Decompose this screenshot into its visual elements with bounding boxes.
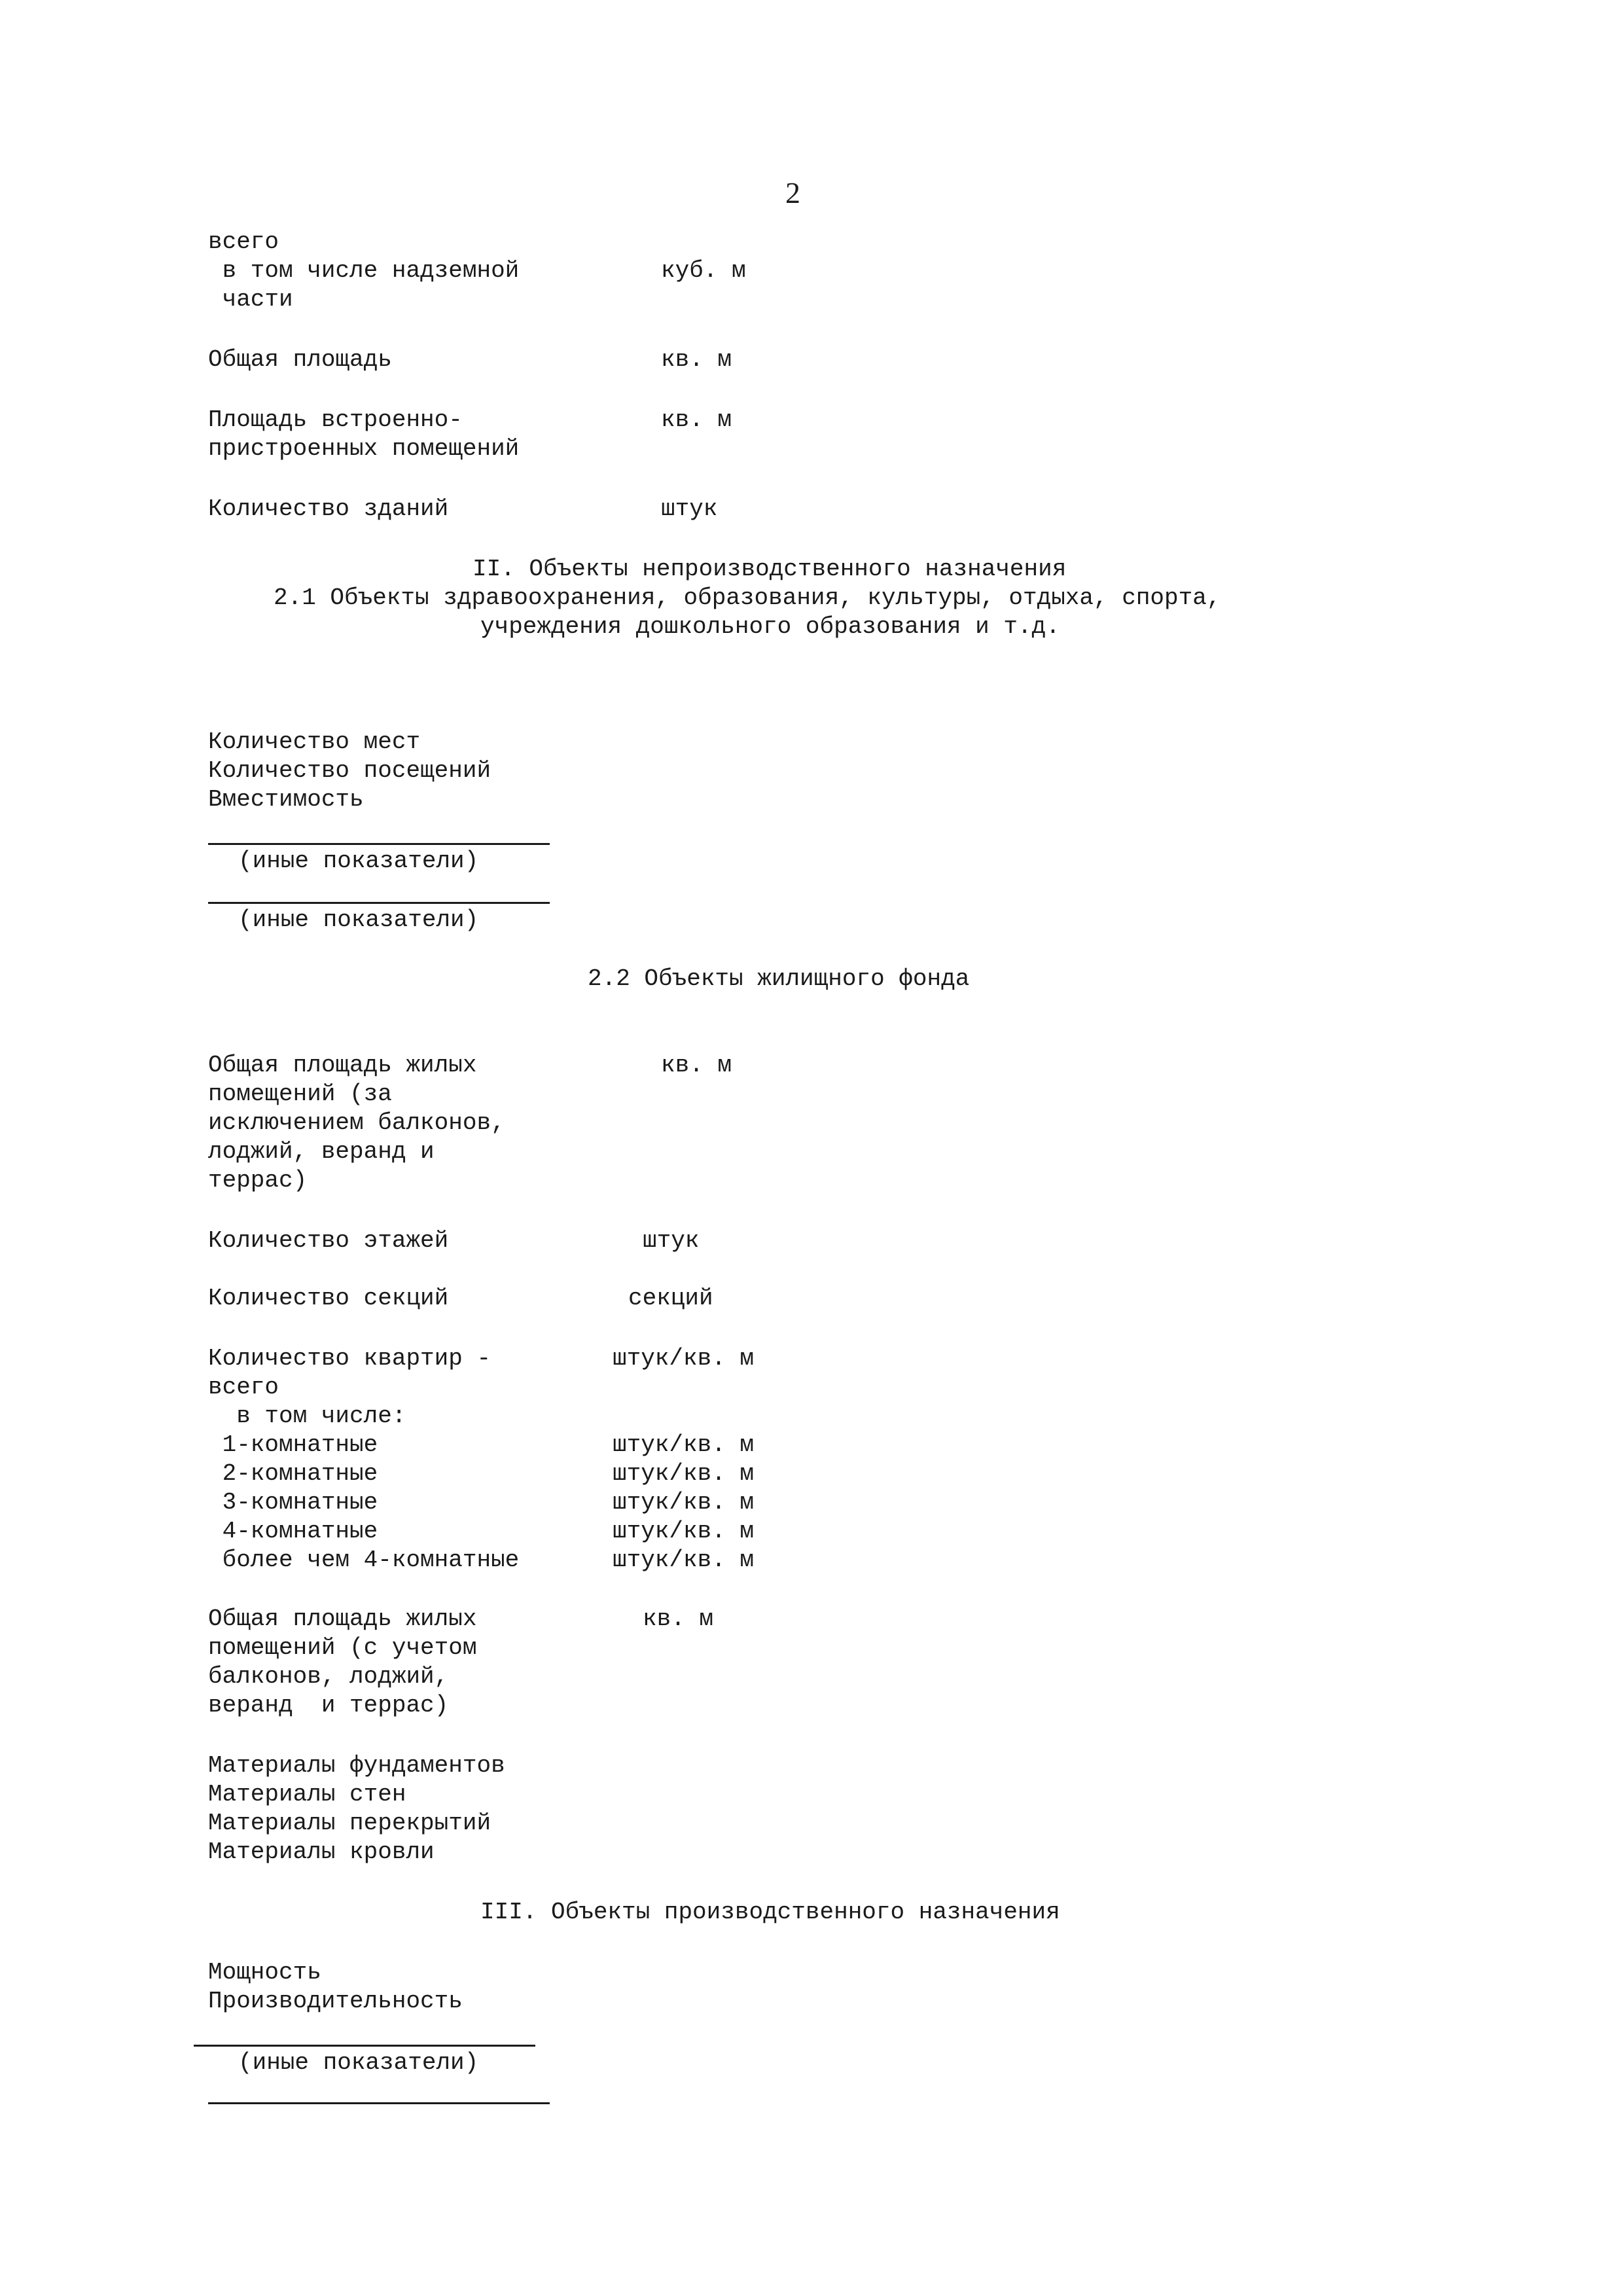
sections-label: Количество секций (208, 1285, 449, 1312)
other-indicators-1: (иные показатели) (238, 848, 479, 874)
living-area-excl-line-5: террас) (208, 1167, 308, 1194)
apartments-unit: штук/кв. м (613, 1345, 755, 1372)
apartments-row-unit: штук/кв. м (613, 1431, 755, 1458)
volume-above-ground-label-cont: части (208, 286, 293, 313)
apartments-row-label: 3-комнатные (208, 1489, 378, 1516)
living-area-excl-line-2: помещений (за (208, 1081, 392, 1107)
apartments-including: в том числе: (208, 1403, 406, 1429)
section-3-heading: III. Объекты производственного назначения (480, 1899, 1060, 1926)
sections-unit: секций (628, 1285, 713, 1312)
capacity-label: Вместимость (208, 786, 364, 813)
living-area-excl-unit: кв. м (661, 1052, 732, 1079)
living-area-incl-unit: кв. м (643, 1605, 714, 1632)
living-area-incl-line-4: веранд и террас) (208, 1692, 449, 1719)
power-label: Мощность (208, 1959, 321, 1986)
other-indicators-3: (иные показатели) (238, 2049, 479, 2076)
living-area-excl-line-3: исключением балконов, (208, 1109, 505, 1136)
living-area-incl-line-3: балконов, лоджий, (208, 1663, 449, 1690)
apartments-row-unit: штук/кв. м (613, 1547, 755, 1573)
total-area-label: Общая площадь (208, 346, 392, 373)
blank-line-2 (208, 902, 550, 904)
blank-line-3 (194, 2045, 535, 2047)
volume-total-label: всего (208, 228, 279, 255)
other-indicators-2: (иные показатели) (238, 906, 479, 933)
materials-foundation: Материалы фундаментов (208, 1752, 505, 1779)
apartments-label: Количество квартир - (208, 1345, 491, 1372)
living-area-excl-line-4: лоджий, веранд и (208, 1138, 435, 1165)
floors-label: Количество этажей (208, 1227, 449, 1254)
apartments-row-unit: штук/кв. м (613, 1518, 755, 1545)
volume-above-ground-label: в том числе надземной (208, 257, 520, 284)
apartments-row-label: 1-комнатные (208, 1431, 378, 1458)
materials-floors: Материалы перекрытий (208, 1810, 491, 1837)
section-2-1-heading: 2.1 Объекты здравоохранения, образования, культуры, отдыха, спорта, (274, 584, 1221, 611)
volume-unit: куб. м (661, 257, 746, 284)
apartments-label-cont: всего (208, 1374, 279, 1401)
blank-line-1 (208, 843, 550, 845)
section-2-1-heading-cont: учреждения дошкольного образования и т.д. (480, 613, 1060, 640)
buildings-count-unit: штук (661, 495, 718, 522)
productivity-label: Производительность (208, 1988, 463, 2015)
built-in-area-unit: кв. м (661, 406, 732, 433)
seats-label: Количество мест (208, 728, 421, 755)
apartments-row-label: более чем 4-комнатные (208, 1547, 520, 1573)
buildings-count-label: Количество зданий (208, 495, 449, 522)
total-area-unit: кв. м (661, 346, 732, 373)
blank-line-4 (208, 2102, 550, 2104)
section-2-2-heading: 2.2 Объекты жилищного фонда (588, 965, 970, 992)
built-in-area-label-cont: пристроенных помещений (208, 435, 520, 462)
living-area-incl-line-2: помещений (с учетом (208, 1634, 477, 1661)
apartments-row-label: 4-комнатные (208, 1518, 378, 1545)
apartments-row-label: 2-комнатные (208, 1460, 378, 1487)
apartments-row-unit: штук/кв. м (613, 1489, 755, 1516)
apartments-row-unit: штук/кв. м (613, 1460, 755, 1487)
floors-unit: штук (643, 1227, 700, 1254)
built-in-area-label: Площадь встроенно- (208, 406, 463, 433)
materials-roof: Материалы кровли (208, 1839, 435, 1865)
page-number: 2 (785, 176, 800, 209)
living-area-excl-line-1: Общая площадь жилых (208, 1052, 477, 1079)
section-2-heading: II. Объекты непроизводственного назначения (473, 556, 1067, 583)
visits-label: Количество посещений (208, 757, 491, 784)
materials-walls: Материалы стен (208, 1781, 406, 1808)
living-area-incl-line-1: Общая площадь жилых (208, 1605, 477, 1632)
